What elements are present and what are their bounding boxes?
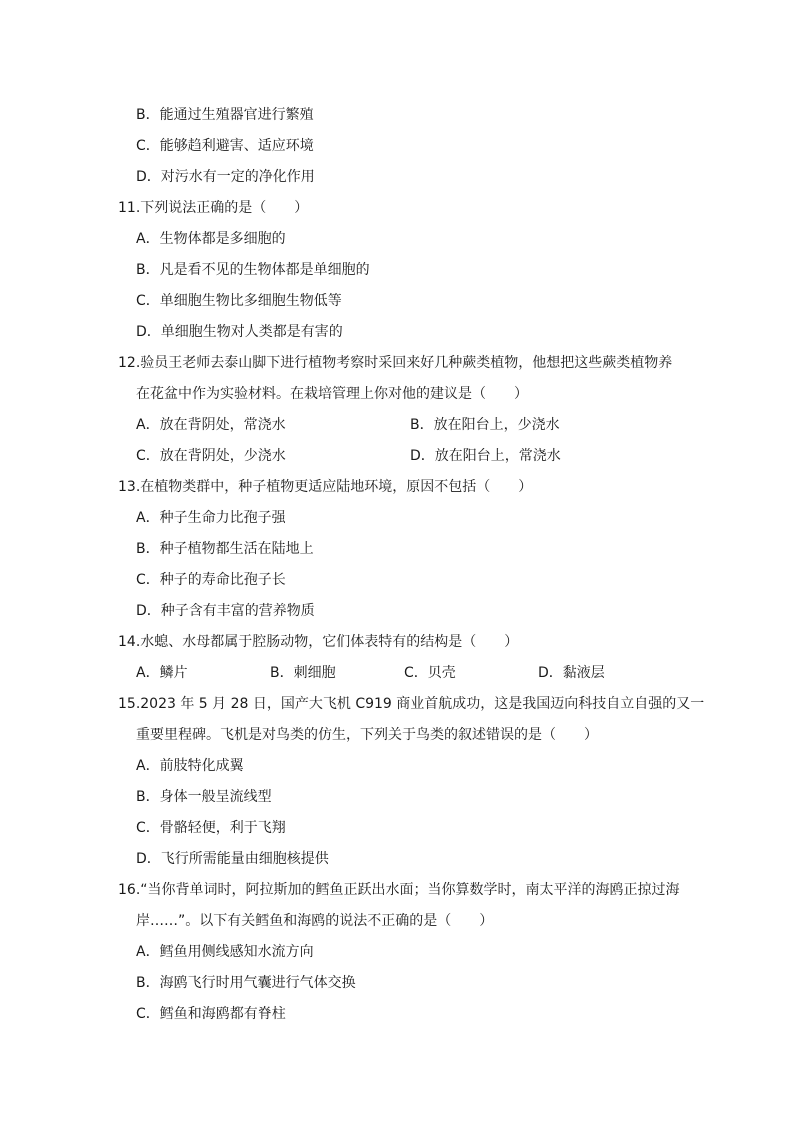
question-16-stem-continued: 岸……”。以下有关鳕鱼和海鸥的说法不正确的是（ ） (136, 913, 494, 929)
question-16-stem: 16.“当你背单词时，阿拉斯加的鳕鱼正跃出水面；当你算数学时，南太平洋的海鸥正掠过海 (118, 882, 680, 898)
option-14-d: D．黏液层 (538, 665, 605, 681)
question-12-options-row-1 (118, 410, 684, 441)
option-12-d: D．放在阳台上，常浇水 (410, 448, 561, 464)
option-10-d: D．对污水有一定的净化作用 (136, 169, 315, 185)
option-11-d: D．单细胞生物对人类都是有害的 (136, 324, 343, 340)
option-12-a: A．放在背阴处，常浇水 (136, 417, 286, 433)
option-10-b: B．能通过生殖器官进行繁殖 (136, 107, 314, 123)
option-13-a: A．种子生命力比孢子强 (136, 510, 286, 526)
question-16 (118, 875, 684, 1030)
option-11-a: A．生物体都是多细胞的 (136, 231, 286, 247)
question-12-options-row-2 (118, 441, 684, 472)
question-12-stem: 12.验员王老师去泰山脚下进行植物考察时采回来好几种蕨类植物，他想把这些蕨类植物养 (118, 355, 673, 371)
option-14-c: C．贝壳 (404, 665, 456, 681)
question-12 (118, 348, 684, 472)
question-15-stem: 15.2023 年 5 月 28 日，国产大飞机 C919 商业首航成功，这是我国迈向科技自立自强的又一 (118, 696, 705, 712)
option-16-c: C．鳕鱼和海鸥都有脊柱 (136, 1006, 286, 1022)
option-11-c: C．单细胞生物比多细胞生物低等 (136, 293, 342, 309)
option-15-a: A．前肢特化成翼 (136, 758, 244, 774)
option-11-b: B．凡是看不见的生物体都是单细胞的 (136, 262, 370, 278)
question-11-stem: 11.下列说法正确的是（ ） (118, 200, 309, 216)
option-14-a: A．鳞片 (136, 665, 188, 681)
option-15-d: D．飞行所需能量由细胞核提供 (136, 851, 329, 867)
question-13-stem: 13.在植物类群中，种子植物更适应陆地环境，原因不包括（ ） (118, 479, 533, 495)
option-13-c: C．种子的寿命比孢子长 (136, 572, 286, 588)
option-10-c: C．能够趋利避害、适应环境 (136, 138, 314, 154)
question-13 (118, 472, 684, 627)
question-15 (118, 689, 705, 875)
option-14-b: B．刺细胞 (270, 665, 336, 681)
option-12-b: B．放在阳台上，少浇水 (410, 417, 560, 433)
question-12-stem-continued: 在花盆中作为实验材料。在栽培管理上你对他的建议是（ ） (136, 386, 528, 402)
option-12-c: C．放在背阴处，少浇水 (136, 448, 286, 464)
question-14-stem: 14.水螅、水母都属于腔肠动物，它们体表特有的结构是（ ） (118, 634, 519, 650)
question-15-stem-continued: 重要里程碑。飞机是对鸟类的仿生，下列关于鸟类的叙述错误的是（ ） (136, 727, 598, 743)
option-16-a: A．鳕鱼用侧线感知水流方向 (136, 944, 314, 960)
question-14 (118, 627, 684, 689)
option-15-c: C．骨骼轻便，利于飞翔 (136, 820, 286, 836)
option-13-b: B．种子植物都生活在陆地上 (136, 541, 314, 557)
question-11 (118, 193, 684, 348)
option-13-d: D．种子含有丰富的营养物质 (136, 603, 315, 619)
question-14-options-row (118, 658, 684, 689)
question-10 (118, 100, 684, 193)
option-15-b: B．身体一般呈流线型 (136, 789, 272, 805)
option-16-b: B．海鸥飞行时用气囊进行气体交换 (136, 975, 356, 991)
